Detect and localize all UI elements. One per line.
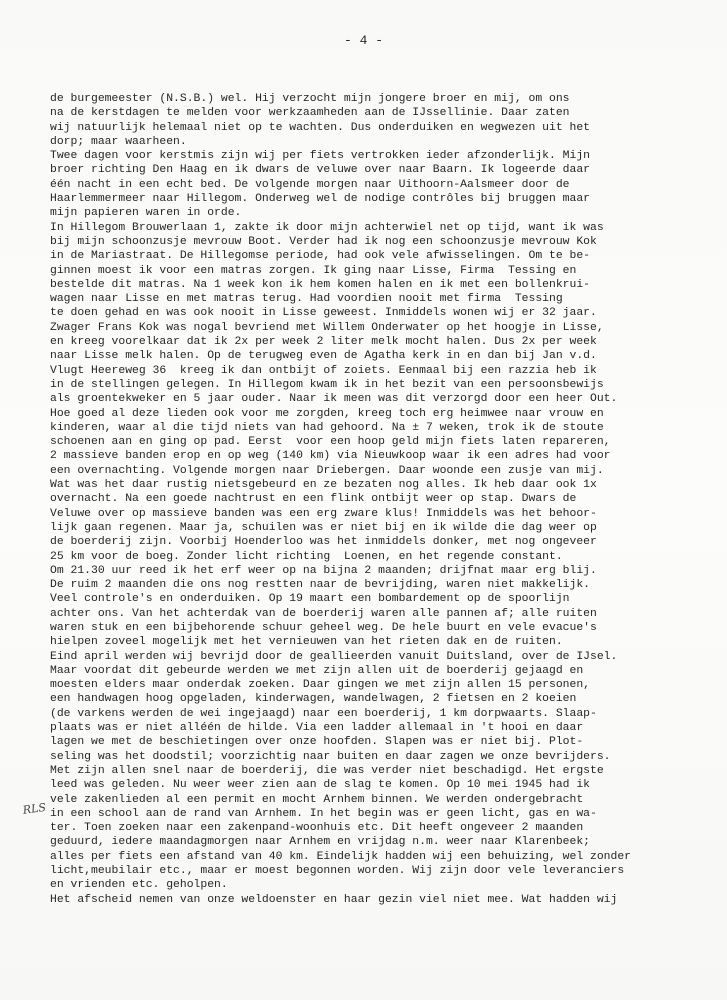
text-line: 25 km voor de boeg. Zonder licht richting Loenen, en het regende constant. — [50, 550, 563, 563]
text-line: één nacht in een echt bed. De volgende morgen naar Uithoorn-Aalsmeer door de — [50, 178, 570, 191]
text-line: geduurd, iedere maandagmorgen naar Arnhem en vrijdag n.m. weer naar Klarenbeek; — [50, 836, 591, 849]
text-line: in een school aan de rand van Arnhem. In het begin was er geen licht, gas en wa- — [50, 807, 597, 820]
typewritten-body — [50, 92, 715, 907]
text-line: kinderen, waar al die tijd niets van had gehoord. Na ± 7 weken, trok ik de stoute — [50, 421, 604, 434]
text-line: Om 21.30 uur reed ik het erf weer op na bijna 2 maanden; drijfnat maar erg blij. — [50, 564, 597, 577]
text-line: overnacht. Na een goede nachtrust en een flink ontbijt weer op stap. Dwars de — [50, 493, 577, 506]
text-line: naar Lisse melk halen. Op de terugweg even de Agatha kerk in en dan bij Jan v.d. — [50, 350, 597, 363]
text-line: Zwager Frans Kok was nogal bevriend met Willem Onderwater op het hoogje in Lisse, — [50, 321, 604, 334]
text-line: als groentekweker en 5 jaar ouder. Naar ik meen was dit verzorgd door een heer Out. — [50, 393, 618, 406]
text-line: te doen gehad en was ook nooit in Lisse geweest. Inmiddels wonen wij er 32 jaar. — [50, 307, 597, 320]
page-number: - 4 - — [343, 33, 383, 48]
text-line: licht,meubilair etc., maar er moest begonnen worden. Wij zijn door vele leveranciers — [50, 865, 625, 878]
text-line: vele zakenlieden al een permit en mocht Arnhem binnen. We werden ondergebracht — [50, 793, 584, 806]
text-line: dorp; maar waarheen. — [50, 135, 187, 148]
text-line: De ruim 2 maanden die ons nog restten naar de bevrijding, waren niet makkelijk. — [50, 579, 591, 592]
text-line: achter ons. Van het achterdak van de boerderij waren alle pannen af; alle ruiten — [50, 607, 597, 620]
text-line: in de stellingen gelegen. In Hillegom kwam ik in het bezit van een persoonsbewijs — [50, 378, 604, 391]
text-line: bij mijn schoonzusje mevrouw Boot. Verder had ik nog een schoonzusje mevrouw Kok — [50, 235, 597, 248]
text-line: Met zijn allen snel naar de boerderij, die was verder niet beschadigd. Het ergste — [50, 764, 604, 777]
text-line: mijn papieren waren in orde. — [50, 207, 242, 220]
text-line: wagen naar Lisse en met matras terug. Had voordien nooit met firma Tessing — [50, 293, 563, 306]
text-line: en kreeg voorelkaar dat ik 2x per week 2 liter melk mocht halen. Dus 2x per week — [50, 336, 597, 349]
text-line: Haarlemmermeer naar Hillegom. Onderweg wel de nodige contrôles bij bruggen maar — [50, 193, 591, 206]
text-line: en vrienden etc. geholpen. — [50, 879, 228, 892]
text-line: wij natuurlijk helemaal niet op te wachten. Dus onderduiken en wegwezen uit het — [50, 121, 591, 134]
text-line: Vlugt Heereweg 36 kreeg ik dan ontbijt of zoiets. Eenmaal bij een razzia heb ik — [50, 364, 597, 377]
text-line: lijk gaan regenen. Maar ja, schuilen was er niet bij en ik wilde die dag weer op — [50, 521, 597, 534]
text-line: Veel controle's en onderduiken. Op 19 maart een bombardement op de spoorlijn — [50, 593, 570, 606]
text-line: hielpen zoveel mogelijk met het vernieuwen van het rieten dak en de ruiten. — [50, 636, 563, 649]
text-line: ter. Toen zoeken naar een zakenpand-woonhuis etc. Dit heeft ongeveer 2 maanden — [50, 822, 584, 835]
text-line: schoenen aan en ging op pad. Eerst voor een hoop geld mijn fiets laten repareren, — [50, 436, 611, 449]
text-line: een handwagen hoog opgeladen, kinderwagen, wandelwagen, 2 fietsen en 2 koeien — [50, 693, 577, 706]
text-line: de boerderij zijn. Voorbij Hoenderloo was het inmiddels donker, met nog ongeveer — [50, 536, 597, 549]
text-line: Twee dagen voor kerstmis zijn wij per fiets vertrokken ieder afzonderlijk. Mijn — [50, 150, 591, 163]
text-line: ginnen moest ik voor een matras zorgen. Ik ging naar Lisse, Firma Tessing en — [50, 264, 577, 277]
text-line: seling was het doodstil; voorzichtig naar buiten en daar zagen we onze bevrijders. — [50, 750, 611, 763]
handwritten-margin-note: RLS — [22, 800, 47, 817]
text-line: de burgemeester (N.S.B.) wel. Hij verzocht mijn jongere broer en mij, om ons — [50, 93, 570, 105]
text-line: na de kerstdagen te melden voor werkzaamheden aan de IJssellinie. Daar zaten — [50, 107, 570, 120]
text-line: broer richting Den Haag en ik dwars de veluwe over naar Baarn. Ik logeerde daar — [50, 164, 591, 177]
text-line: Het afscheid nemen van onze weldoenster en haar gezin viel niet mee. Wat hadden wij — [50, 893, 618, 906]
text-line: moesten elders maar onderdak zoeken. Daar gingen we met zijn allen 15 personen, — [50, 679, 591, 692]
text-line: Eind april werden wij bevrijd door de geallieerden vanuit Duitsland, over de IJsel. — [50, 650, 618, 663]
text-line: Wat was het daar rustig nietsgebeurd en ze bezaten nog alles. Ik heb daar ook 1x — [50, 479, 597, 492]
text-line: leed was geleden. Nu weer weer zien aan de slag te komen. Op 10 mei 1945 had ik — [50, 779, 591, 792]
text-line: in de Mariastraat. De Hillegomse periode, had ook vele afwisselingen. Om te be- — [50, 250, 591, 263]
text-line: (de varkens werden de wei ingejaagd) naar een boerderij, 1 km dorpwaarts. Slaap- — [50, 707, 597, 720]
text-line: Maar voordat dit gebeurde werden we met zijn allen uit de boerderij gejaagd en — [50, 664, 584, 677]
text-line: Veluwe over op massieve banden was een erg zware klus! Inmiddels was het behoor- — [50, 507, 597, 520]
text-line: bestelde dit matras. Na 1 week kon ik hem komen halen en ik met een bollenkrui- — [50, 278, 591, 291]
text-line: een overnachting. Volgende morgen naar Driebergen. Daar woonde een zusje van mij. — [50, 464, 604, 477]
text-line: alles per fiets een afstand van 40 km. Eindelijk hadden wij een behuizing, wel zonder — [50, 850, 632, 863]
text-line: 2 massieve banden erop en op weg (140 km) via Nieuwkoop waar ik een adres had voor — [50, 450, 611, 463]
text-line: plaats was er niet alléén de hilde. Via een ladder allemaal in 't hooi en daar — [50, 722, 584, 735]
text-line: lagen we met de beschietingen over onze hoofden. Slapen was er niet bij. Plot- — [50, 736, 584, 749]
text-line: waren stuk en een bijbehorende schuur geheel weg. De hele buurt en vele evacue's — [50, 621, 597, 634]
text-line: In Hillegom Brouwerlaan 1, zakte ik door mijn achterwiel net op tijd, want ik was — [50, 221, 604, 234]
text-line: Hoe goed al deze lieden ook voor me zorgden, kreeg toch erg heimwee naar vrouw en — [50, 407, 604, 420]
